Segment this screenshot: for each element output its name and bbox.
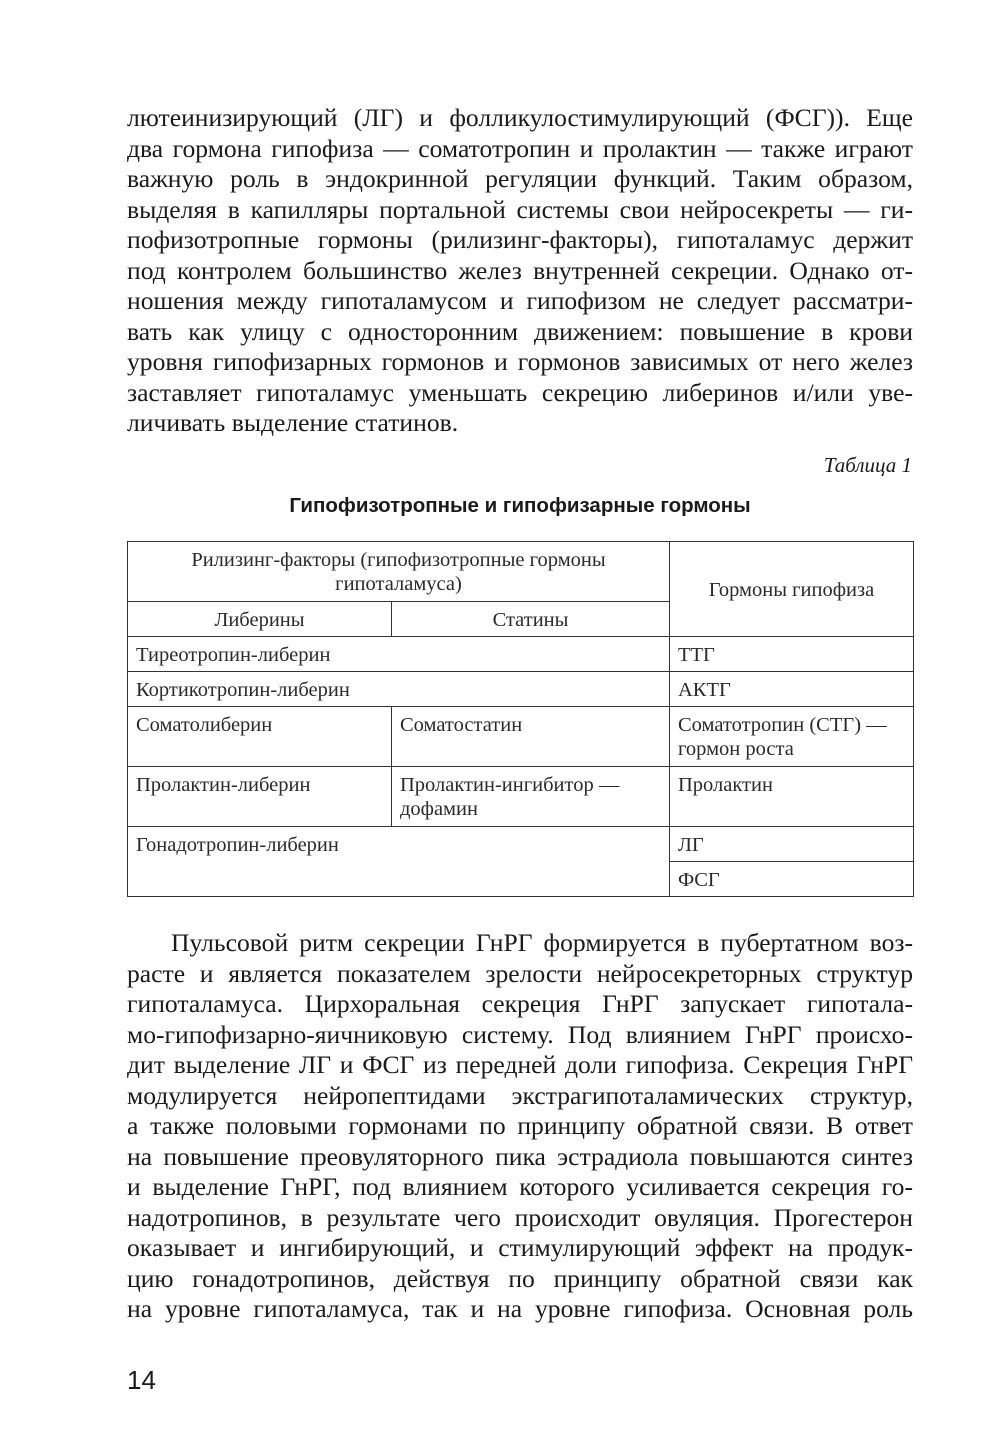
cell-hormone: Соматотропин (СТГ) — гормон роста [670,707,914,767]
cell-liberin: Гонадотропин-либерин [128,827,670,897]
text-line: вать как улицу с односторонним движением: повышение в крови [127,316,913,346]
cell-liberin: Соматолиберин [128,707,392,767]
text-line: уровня гипофизарных гормонов и гормонов зависимых от него желез [127,347,913,376]
cell-liberin: Тиреотропин-либерин [128,637,670,672]
text-line: надотропинов, в результате чего происходит овуляция. Прогестерон [127,1202,913,1232]
cell-statin: Соматостатин [392,707,670,767]
hormone-table [127,541,914,897]
table-row [128,767,914,827]
text-line: расте и является показателем зрелости нейросекреторных структур [127,958,913,988]
text-line: гипоталамуса. Цирхоральная секреция ГнРГ запускает гипотала- [127,989,913,1018]
text-line: под контролем большинство желез внутренней секреции. Однако от- [127,255,913,285]
header-statins: Статины [392,602,670,637]
paragraph-2 [127,928,913,1325]
header-liberins: Либерины [128,602,392,637]
cell-hormone: ТТГ [670,637,914,672]
cell-hormone: ФСГ [670,862,914,897]
text-line: важную роль в эндокринной регуляции функций. Таким образом, [127,164,913,193]
text-line: личивать выделение статинов. [127,408,459,437]
table-row [128,672,914,707]
cell-statin: Пролактин-ингибитор — дофамин [392,767,670,827]
table-caption: Таблица 1 [823,453,912,477]
text-line: на уровне гипоталамуса, так и на уровне гипофиза. Основная роль [127,1294,913,1323]
table-row [128,637,914,672]
text-line: цию гонадотропинов, действуя по принципу обратной связи как [127,1263,913,1293]
page-number: 14 [127,1365,156,1395]
header-releasing-factors: Рилизинг-факторы (гипофизотропные гормоны гипоталамуса) [128,542,670,602]
cell-liberin: Пролактин-либерин [128,767,392,827]
text-line: дит выделение ЛГ и ФСГ из передней доли гипофиза. Секреция ГнРГ [127,1050,913,1079]
table-header-row [128,542,914,602]
text-line: заставляет гипоталамус уменьшать секрецию либеринов и/или уве- [127,377,913,407]
cell-hormone: Пролактин [670,767,914,827]
text-line: мо-гипофизарно-яичниковую систему. Под влиянием ГнРГ происхо- [127,1019,913,1049]
text-line: а также половыми гормонами по принципу обратной связи. В ответ [127,1111,913,1140]
text-line: пофизотропные гормоны (рилизинг-факторы), гипоталамус держит [127,225,913,254]
text-line: модулируется нейропептидами экстрагипоталамических структур, [127,1080,913,1110]
table-row [128,827,914,862]
text-line: выделяя в капилляры портальной системы свои нейросекреты — ги- [127,194,913,224]
text-line: два гормона гипофиза — соматотропин и пролактин — также играют [127,133,913,163]
paragraph-1 [127,103,913,439]
cell-hormone: ЛГ [670,827,914,862]
header-pituitary-hormones: Гормоны гипофиза [670,542,914,637]
table-title: Гипофизотропные и гипофизарные гормоны [289,494,751,517]
text-line: и выделение ГнРГ, под влиянием которого усиливается секреция го- [127,1172,913,1201]
cell-liberin: Кортикотропин-либерин [128,672,670,707]
text-line: на повышение преовуляторного пика эстрадиола повышаются синтез [127,1141,913,1171]
cell-hormone: АКТГ [670,672,914,707]
text-line: Пульсовой ритм секреции ГнРГ формируется в пубертатном воз- [171,928,913,957]
text-line: лютеинизирующий (ЛГ) и фолликулостимулирующий (ФСГ)). Еще [127,103,913,132]
text-line: ношения между гипоталамусом и гипофизом не следует рассматри- [127,286,913,315]
text-line: оказывает и ингибирующий, и стимулирующий эффект на продук- [127,1233,913,1262]
table-row [128,707,914,767]
